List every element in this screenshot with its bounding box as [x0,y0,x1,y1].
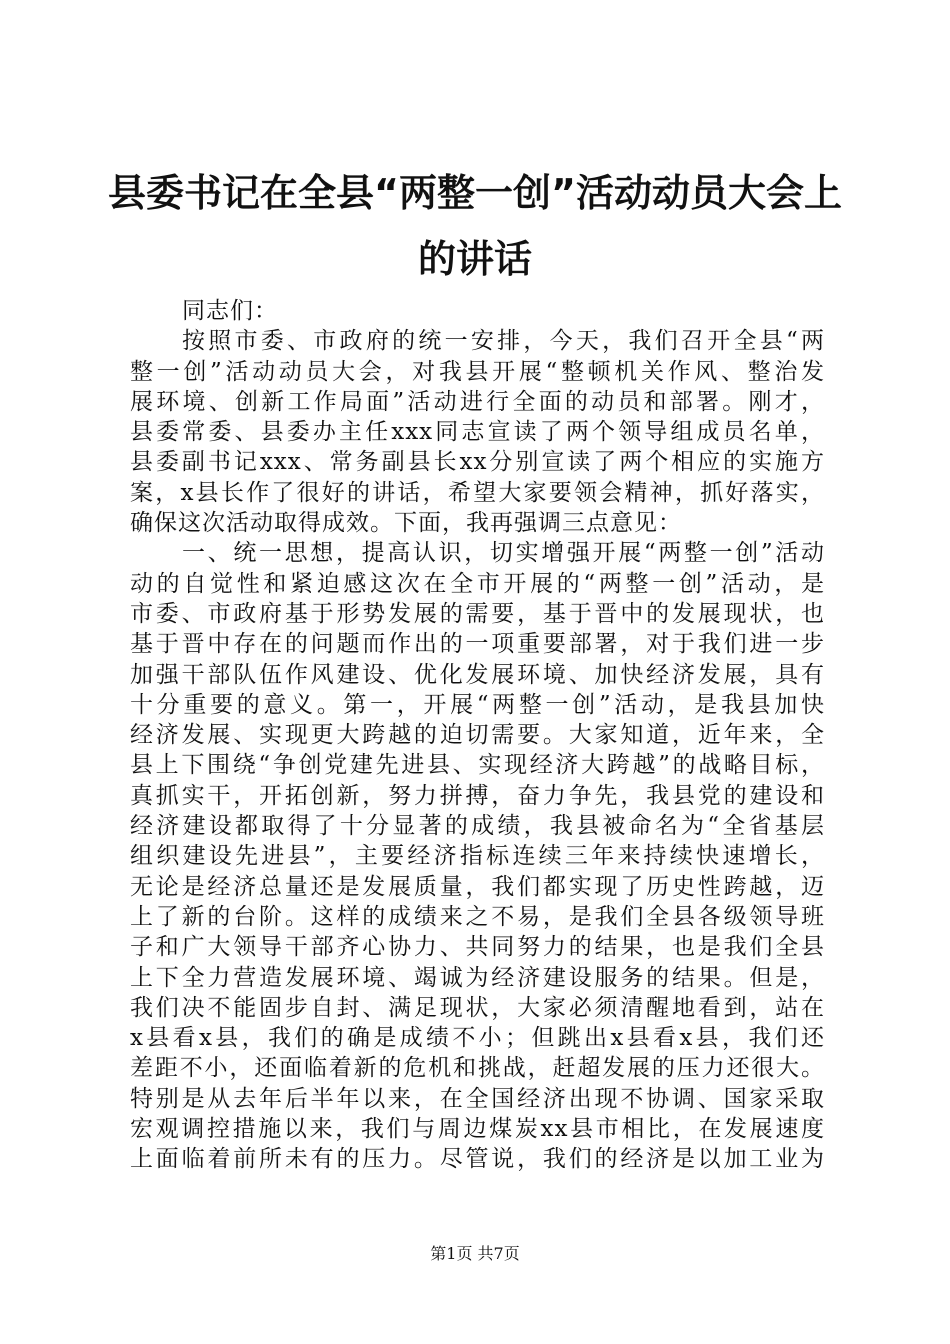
document-body [130,296,825,1175]
section-heading-line: 一、统一思想，提高认识，切实增强开展“两整一创”活动 [182,540,825,567]
body-line: 加强干部队伍作风建设、优化发展环境、加快经济发展，具有 [130,661,825,688]
body-line: 按照市委、市政府的统一安排，今天，我们召开全县“两 [182,328,825,355]
body-line: 上面临着前所未有的压力。尽管说，我们的经济是以加工业为 [130,1146,825,1173]
page-number-footer: 第1页 共7页 [430,1244,520,1263]
body-line: 动的自觉性和紧迫感这次在全市开展的“两整一创”活动，是 [130,570,825,597]
body-line: 基于晋中存在的问题而作出的一项重要部署，对于我们进一步 [130,631,825,658]
body-line: 上了新的台阶。这样的成绩来之不易，是我们全县各级领导班 [130,903,825,930]
body-line: 真抓实干，开拓创新，努力拼搏，奋力争先，我县党的建设和 [130,782,825,809]
body-line: 县委副书记xxx、常务副县长xx分别宣读了两个相应的实施方 [130,449,825,476]
body-line: 宏观调控措施以来，我们与周边煤炭xx县市相比，在发展速度 [130,1116,825,1143]
body-line: 案，x县长作了很好的讲话，希望大家要领会精神，抓好落实， [130,479,825,506]
title-line-1: 县委书记在全县“两整一创”活动动员大会上 [108,171,842,215]
body-line: 十分重要的意义。第一，开展“两整一创”活动，是我县加快 [130,691,825,718]
body-line: 整一创”活动动员大会，对我县开展“整顿机关作风、整治发 [130,358,825,385]
body-line: 县委常委、县委办主任xxx同志宣读了两个领导组成员名单， [130,419,825,446]
body-line: 确保这次活动取得成效。下面，我再强调三点意见： [130,510,682,537]
body-line: 我们决不能固步自封、满足现状，大家必须清醒地看到，站在 [130,994,825,1021]
body-line: 经济建设都取得了十分显著的成绩，我县被命名为“全省基层 [130,813,825,840]
title-line-2: 的讲话 [417,237,532,281]
body-line: x县看x县，我们的确是成绩不小；但跳出x县看x县，我们还 [130,1025,825,1052]
body-line: 经济发展、实现更大跨越的迫切需要。大家知道，近年来，全 [130,722,825,749]
body-line: 无论是经济总量还是发展质量，我们都实现了历史性跨越，迈 [130,873,825,900]
body-line: 差距不小，还面临着新的危机和挑战，赶超发展的压力还很大。 [130,1055,825,1082]
body-line: 市委、市政府基于形势发展的需要，基于晋中的发展现状，也 [130,600,825,627]
document-title [100,160,850,292]
salutation: 同志们： [182,298,278,324]
body-line: 特别是从去年后半年以来，在全国经济出现不协调、国家采取 [130,1085,825,1112]
body-line: 子和广大领导干部齐心协力、共同努力的结果，也是我们全县 [130,934,825,961]
body-line: 展环境、创新工作局面”活动进行全面的动员和部署。刚才， [130,388,825,415]
body-line: 组织建设先进县”，主要经济指标连续三年来持续快速增长， [130,843,825,870]
body-line: 上下全力营造发展环境、竭诚为经济建设服务的结果。但是， [130,964,825,991]
body-line: 县上下围绕“争创党建先进县、实现经济大跨越”的战略目标， [130,752,825,779]
